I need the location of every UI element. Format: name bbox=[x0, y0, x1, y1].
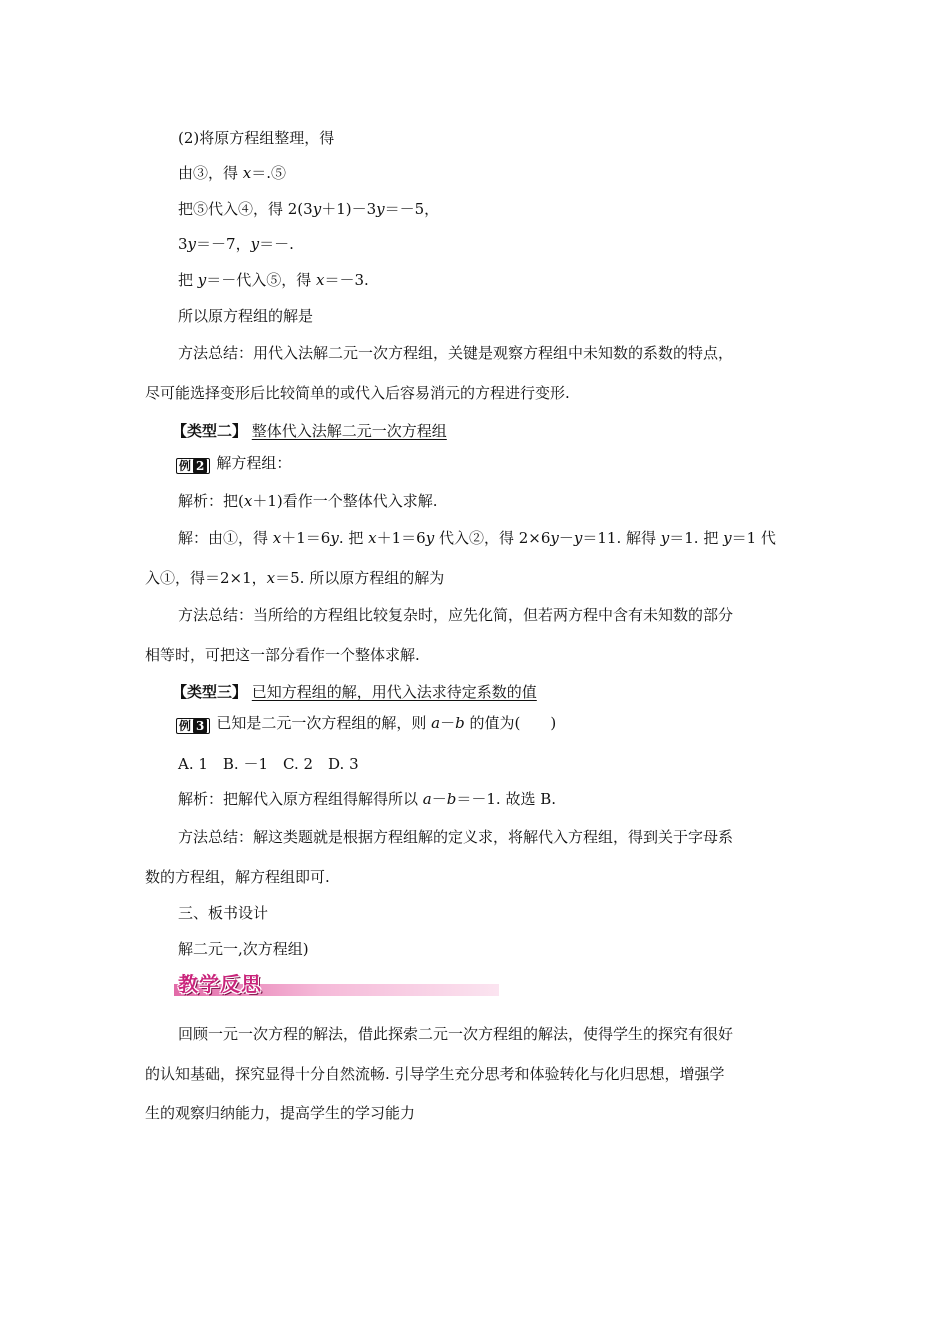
text-line: 由③，得 x＝.⑤ bbox=[178, 164, 287, 182]
banner-title: 教学反思 bbox=[178, 972, 262, 996]
text-line: (2)将原方程组整理，得 bbox=[178, 129, 335, 147]
reflection-text-cont: 生的观察归纳能力，提高学生的学习能力 bbox=[145, 1104, 416, 1122]
example-2: 例 2 解方程组： bbox=[176, 453, 291, 474]
text-line: 3y＝－7，y＝－. bbox=[178, 235, 294, 253]
text-line: 所以原方程组的解是 bbox=[178, 307, 314, 325]
method-summary: 方法总结：当所给的方程组比较复杂时，应先化简，但若两方程中含有未知数的部分 bbox=[178, 606, 734, 624]
solution-line: 解：由①，得 x＋1＝6y. 把 x＋1＝6y 代入②，得 2×6y－y＝11. 解得 y＝1. 把 y＝1 代 bbox=[178, 529, 776, 547]
example-badge: 例 3 bbox=[176, 718, 210, 734]
method-summary-cont: 相等时，可把这一部分看作一个整体求解. bbox=[145, 646, 420, 664]
example-badge: 例 2 bbox=[176, 458, 210, 474]
method-summary-cont: 数的方程组，解方程组即可. bbox=[145, 868, 330, 886]
type2-heading: 【类型二】 整体代入法解二元一次方程组 bbox=[172, 422, 447, 440]
method-summary: 方法总结：解这类题就是根据方程组解的定义求，将解代入方程组，得到关于字母系 bbox=[178, 828, 734, 846]
section-heading: 三、板书设计 bbox=[178, 904, 269, 922]
method-summary: 方法总结：用代入法解二元一次方程组，关键是观察方程组中未知数的系数的特点， bbox=[178, 344, 734, 362]
example-3: 例 3 已知是二元一次方程组的解，则 a－b 的值为( ) bbox=[176, 713, 556, 734]
solution-line-cont: 入①，得＝2×1，x＝5. 所以原方程组的解为 bbox=[145, 569, 445, 587]
reflection-text: 回顾一元一次方程的解法，借此探索二元一次方程组的解法，使得学生的探究有很好 bbox=[178, 1025, 734, 1043]
type3-heading: 【类型三】 已知方程组的解，用代入法求待定系数的值 bbox=[172, 683, 537, 701]
reflection-banner bbox=[174, 970, 499, 998]
text-line: 把 y＝－代入⑤，得 x＝－3. bbox=[178, 271, 369, 289]
options-line: A. 1 B. －1 C. 2 D. 3 bbox=[178, 755, 359, 773]
method-summary-cont: 尽可能选择变形后比较简单的或代入后容易消元的方程进行变形. bbox=[145, 384, 570, 402]
analysis-line: 解析：把(x＋1)看作一个整体代入求解. bbox=[178, 492, 438, 510]
text-line: 把⑤代入④，得 2(3y＋1)－3y＝－5， bbox=[178, 200, 440, 218]
reflection-text-cont: 的认知基础，探究显得十分自然流畅. 引导学生充分思考和体验转化与化归思想，增强学 bbox=[145, 1065, 725, 1083]
analysis-line: 解析：把解代入原方程组得解得所以 a－b＝－1. 故选 B. bbox=[178, 790, 556, 808]
board-design: 解二元一,次方程组) bbox=[178, 940, 309, 958]
